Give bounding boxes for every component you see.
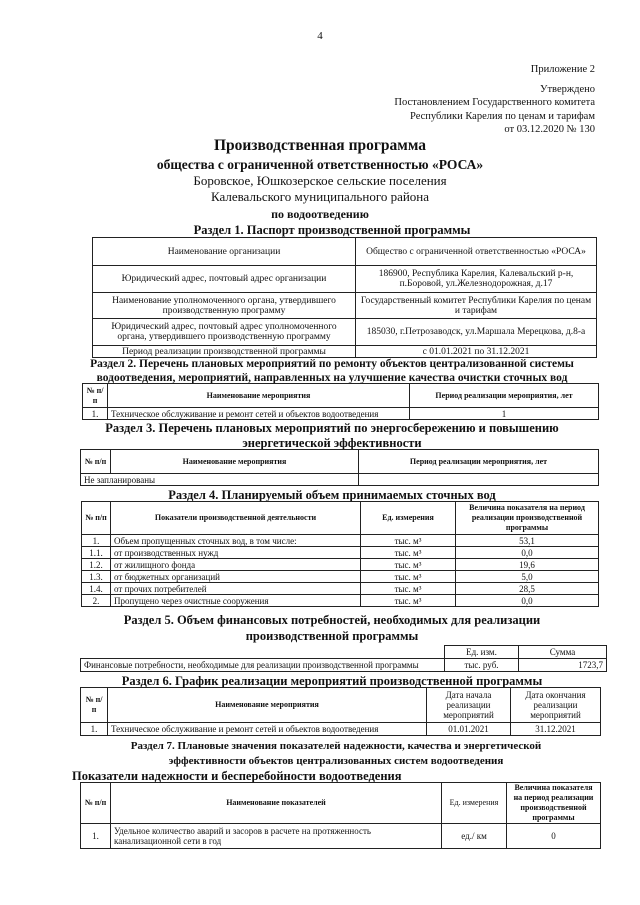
indicator-value: 0,0 [456,547,599,559]
column-header: Дата начала реализации мероприятий [427,688,511,723]
indicator-name: Удельное количество аварий и засоров в расчете на протяженность канализационной сети в год [111,824,442,849]
measure-name: Техническое обслуживание и ремонт сетей и объектов водоотведения [108,408,410,420]
financial-needs-table [80,645,607,672]
passport-value: Государственный комитет Республики Карелия по ценам и тарифам [356,293,597,319]
measure-name: Техническое обслуживание и ремонт сетей и объектов водоотведения [108,723,427,736]
passport-label: Наименование организации [93,238,356,266]
indicator-unit: тыс. м³ [361,559,456,571]
section7-title-line2: эффективности объектов централизованных систем водоотведения [168,755,504,767]
table-row [81,723,601,736]
passport-value: Общество с ограниченной ответственностью «РОСА» [356,238,597,266]
column-header: Период реализации мероприятия, лет [359,450,599,474]
table-header-row [81,783,601,824]
section5-title-line1: Раздел 5. Объем финансовых потребностей, необходимых для реализации [123,613,541,627]
table-header-row [83,384,599,408]
passport-label: Период реализации производственной программы [93,346,356,358]
reliability-table [80,782,601,849]
approval-block [394,63,595,137]
page-number: 4 [317,30,323,42]
table-row [81,659,607,672]
row-number: 1.2. [82,559,111,571]
section7-title-line1: Раздел 7. Плановые значения показателей надежности, качества и энергетической [130,740,542,752]
section1-title: Раздел 1. Паспорт производственной программы [193,223,471,237]
column-header: Показатели производственной деятельности [111,502,361,535]
indicator-value: 53,1 [456,535,599,547]
column-header: Дата окончания реализации мероприятий [511,688,601,723]
no-measures-text: Не запланированы [81,474,359,486]
column-header: № п/п [81,688,108,723]
column-header: № п/п [83,384,108,408]
column-header: № п/п [82,502,111,535]
section7-subtitle: Показатели надежности и бесперебойности водоотведения [72,769,402,783]
program-type-line: по водоотведению [271,207,369,221]
table-row [82,535,599,547]
column-header: Величина показателя на период реализации производственной программы [507,783,601,824]
wastewater-volume-table [81,501,599,607]
repair-measures-table [82,383,599,420]
section4-title: Раздел 4. Планируемый объем принимаемых сточных вод [168,488,496,502]
column-header: Наименование мероприятия [108,688,427,723]
district-line: Калевальского муниципального района [210,189,430,204]
column-header: Наименование мероприятия [108,384,410,408]
financial-need-name: Финансовые потребности, необходимые для реализации производственной программы [81,659,445,672]
document-title: Производственная программа [213,137,427,154]
table-header-row [82,502,599,535]
settlements-line: Боровское, Юшкозерское сельские поселения [193,173,447,188]
column-header: Период реализации мероприятия, лет [410,384,599,408]
organization-title: общества с ограниченной ответственностью «РОСА» [156,157,484,172]
table-row [93,238,597,266]
table-row [93,319,597,346]
indicator-value: 0 [507,824,601,849]
passport-label: Наименование уполномоченного органа, утвердившего производственную программу [93,293,356,319]
section3-title-line2: энергетической эффективности [242,436,422,450]
column-header: Ед. изм. [445,646,519,659]
energy-measures-table [80,449,599,486]
row-number: 1.1. [82,547,111,559]
section6-title: Раздел 6. График реализации мероприятий производственной программы [121,674,543,688]
indicator-name: от жилищного фонда [111,559,361,571]
table-row [93,293,597,319]
row-number: 1. [81,824,111,849]
table-header-row [81,450,599,474]
passport-label: Юридический адрес, почтовый адрес уполномоченного органа, утвердившего производственную программу [93,319,356,346]
row-number: 1. [82,535,111,547]
row-number: 1. [83,408,108,420]
column-header: № п/п [81,450,111,474]
financial-need-sum: 1723,7 [519,659,607,672]
decree-date: от 03.12.2020 № 130 [504,124,595,135]
indicator-value: 28,5 [456,583,599,595]
passport-label: Юридический адрес, почтовый адрес организации [93,266,356,293]
indicator-name: от бюджетных организаций [111,571,361,583]
section2-title-line1: Раздел 2. Перечень плановых мероприятий по ремонту объектов централизованной системы [90,358,574,370]
measure-period: 1 [410,408,599,420]
section5-title-line2: производственной программы [245,629,419,643]
decree-label: Постановлением Государственного комитета [394,97,595,108]
table-row [83,408,599,420]
row-number: 1. [81,723,108,736]
authority-label: Республики Карелия по ценам и тарифам [410,110,595,122]
passport-value: с 01.01.2021 по 31.12.2021 [356,346,597,358]
table-row [82,595,599,607]
column-header: Наименование показателей [111,783,442,824]
appendix-label: Приложение 2 [530,64,595,75]
indicator-value: 5,0 [456,571,599,583]
table-row [82,559,599,571]
indicator-unit: тыс. м³ [361,535,456,547]
indicator-name: от производственных нужд [111,547,361,559]
column-header: Величина показателя на период реализации производственной программы [456,502,599,535]
table-row [93,266,597,293]
table-header-row [81,688,601,723]
approved-label: Утверждено [540,83,595,95]
indicator-value: 0,0 [456,595,599,607]
indicator-name: Объем пропущенных сточных вод, в том числе: [111,535,361,547]
section3-title-line1: Раздел 3. Перечень плановых мероприятий по энергосбережению и повышению [105,421,559,435]
indicator-unit: тыс. м³ [361,583,456,595]
financial-need-unit: тыс. руб. [445,659,519,672]
table-row [82,583,599,595]
table-row [81,474,599,486]
schedule-table [80,687,601,736]
table-row [82,571,599,583]
table-header-row [81,646,607,659]
row-number: 1.4. [82,583,111,595]
section2-title-line2: водоотведения, мероприятий, направленных на улучшение качества очистки сточных вод [96,372,568,384]
row-number: 1.3. [82,571,111,583]
passport-value: 185030, г.Петрозаводск, ул.Маршала Мерецкова, д.8-а [356,319,597,346]
passport-value: 186900, Республика Карелия, Калевальский р-н, п.Боровой, ул.Железнодорожная, д.17 [356,266,597,293]
column-header: № п/п [81,783,111,824]
start-date: 01.01.2021 [427,723,511,736]
indicator-value: 19,6 [456,559,599,571]
table-row [81,824,601,849]
table-row [82,547,599,559]
table-row [93,346,597,358]
indicator-unit: тыс. м³ [361,571,456,583]
column-header: Ед. измерения [361,502,456,535]
indicator-unit: тыс. м³ [361,595,456,607]
passport-table [92,237,597,358]
indicator-name: Пропущено через очистные сооружения [111,595,361,607]
end-date: 31.12.2021 [511,723,601,736]
column-header: Сумма [519,646,607,659]
row-number: 2. [82,595,111,607]
indicator-unit: ед./ км [442,824,507,849]
indicator-name: от прочих потребителей [111,583,361,595]
column-header: Наименование мероприятия [111,450,359,474]
indicator-unit: тыс. м³ [361,547,456,559]
column-header: Ед. измерения [442,783,507,824]
